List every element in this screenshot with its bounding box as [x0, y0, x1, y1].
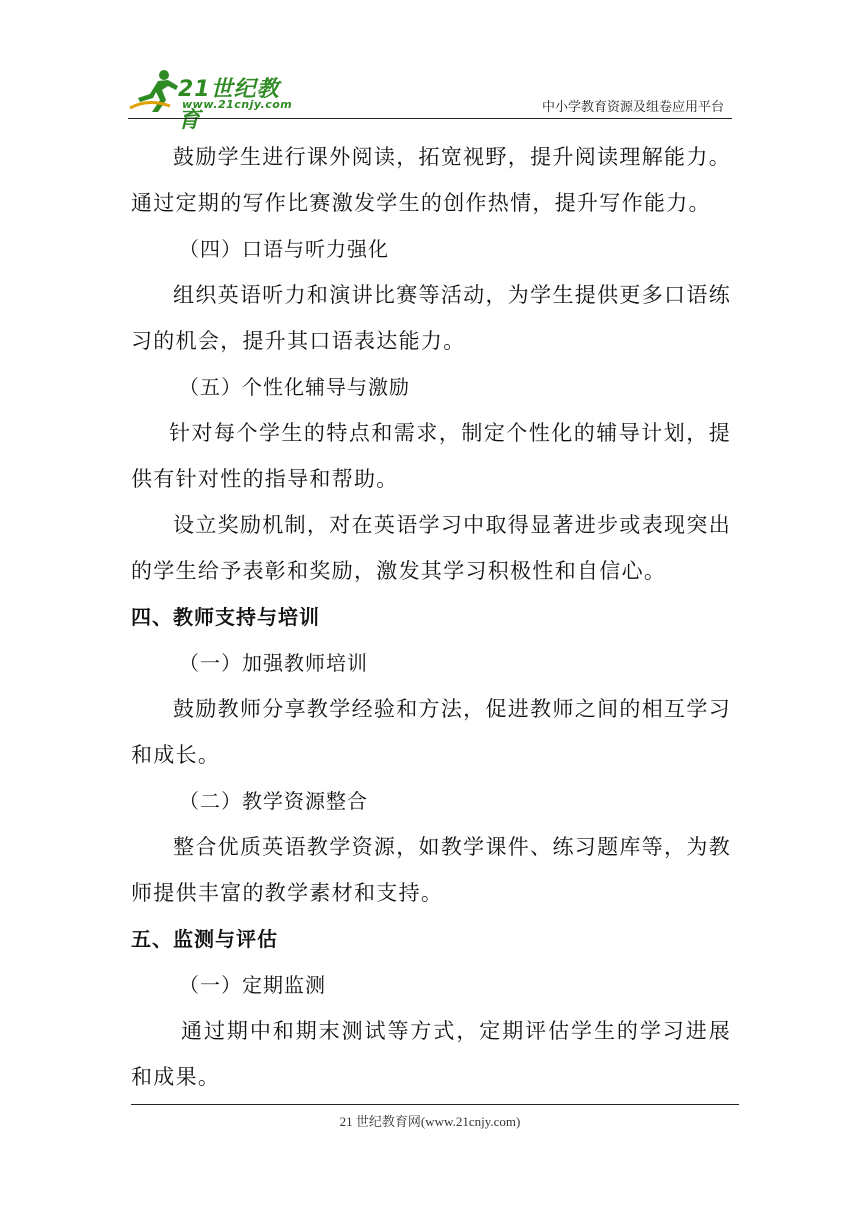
header-divider — [128, 118, 732, 119]
subsection-heading: （五）个性化辅导与激励 — [179, 375, 410, 399]
subsection-heading: （一）定期监测 — [179, 973, 326, 997]
paragraph: 整合优质英语教学资源，如教学课件、练习题库等，为教师提供丰富的教学素材和支持。 — [131, 835, 731, 905]
paragraph: 通过期中和期末测试等方式，定期评估学生的学习进展和成果。 — [131, 1019, 731, 1089]
paragraph: 鼓励学生进行课外阅读，拓宽视野，提升阅读理解能力。通过定期的写作比赛激发学生的创作热情，提升写作能力。 — [131, 145, 731, 215]
section-heading: 五、监测与评估 — [131, 927, 278, 951]
paragraph: 组织英语听力和演讲比赛等活动，为学生提供更多口语练习的机会，提升其口语表达能力。 — [131, 283, 731, 353]
page-header — [128, 62, 732, 133]
subsection-heading: （二）教学资源整合 — [179, 789, 368, 813]
document-body — [131, 134, 731, 1100]
paragraph: 针对每个学生的特点和需求，制定个性化的辅导计划，提供有针对性的指导和帮助。 — [131, 421, 731, 491]
platform-name: 中小学教育资源及组卷应用平台 — [541, 100, 724, 115]
site-logo[interactable] — [128, 68, 298, 133]
footer-text: 21 世纪教育网(www.21cnjy.com) — [339, 1114, 521, 1129]
logo-text: 21世纪教育 — [178, 77, 280, 133]
footer-divider — [131, 1104, 739, 1105]
subsection-heading: （四）口语与听力强化 — [179, 237, 389, 261]
logo-url: www.21cnjy.com — [182, 98, 293, 111]
subsection-heading: （一）加强教师培训 — [179, 651, 368, 675]
section-heading: 四、教师支持与培训 — [131, 605, 320, 629]
paragraph: 设立奖励机制，对在英语学习中取得显著进步或表现突出的学生给予表彰和奖励，激发其学习积极性和自信心。 — [131, 513, 731, 583]
paragraph: 鼓励教师分享教学经验和方法，促进教师之间的相互学习和成长。 — [131, 697, 731, 767]
